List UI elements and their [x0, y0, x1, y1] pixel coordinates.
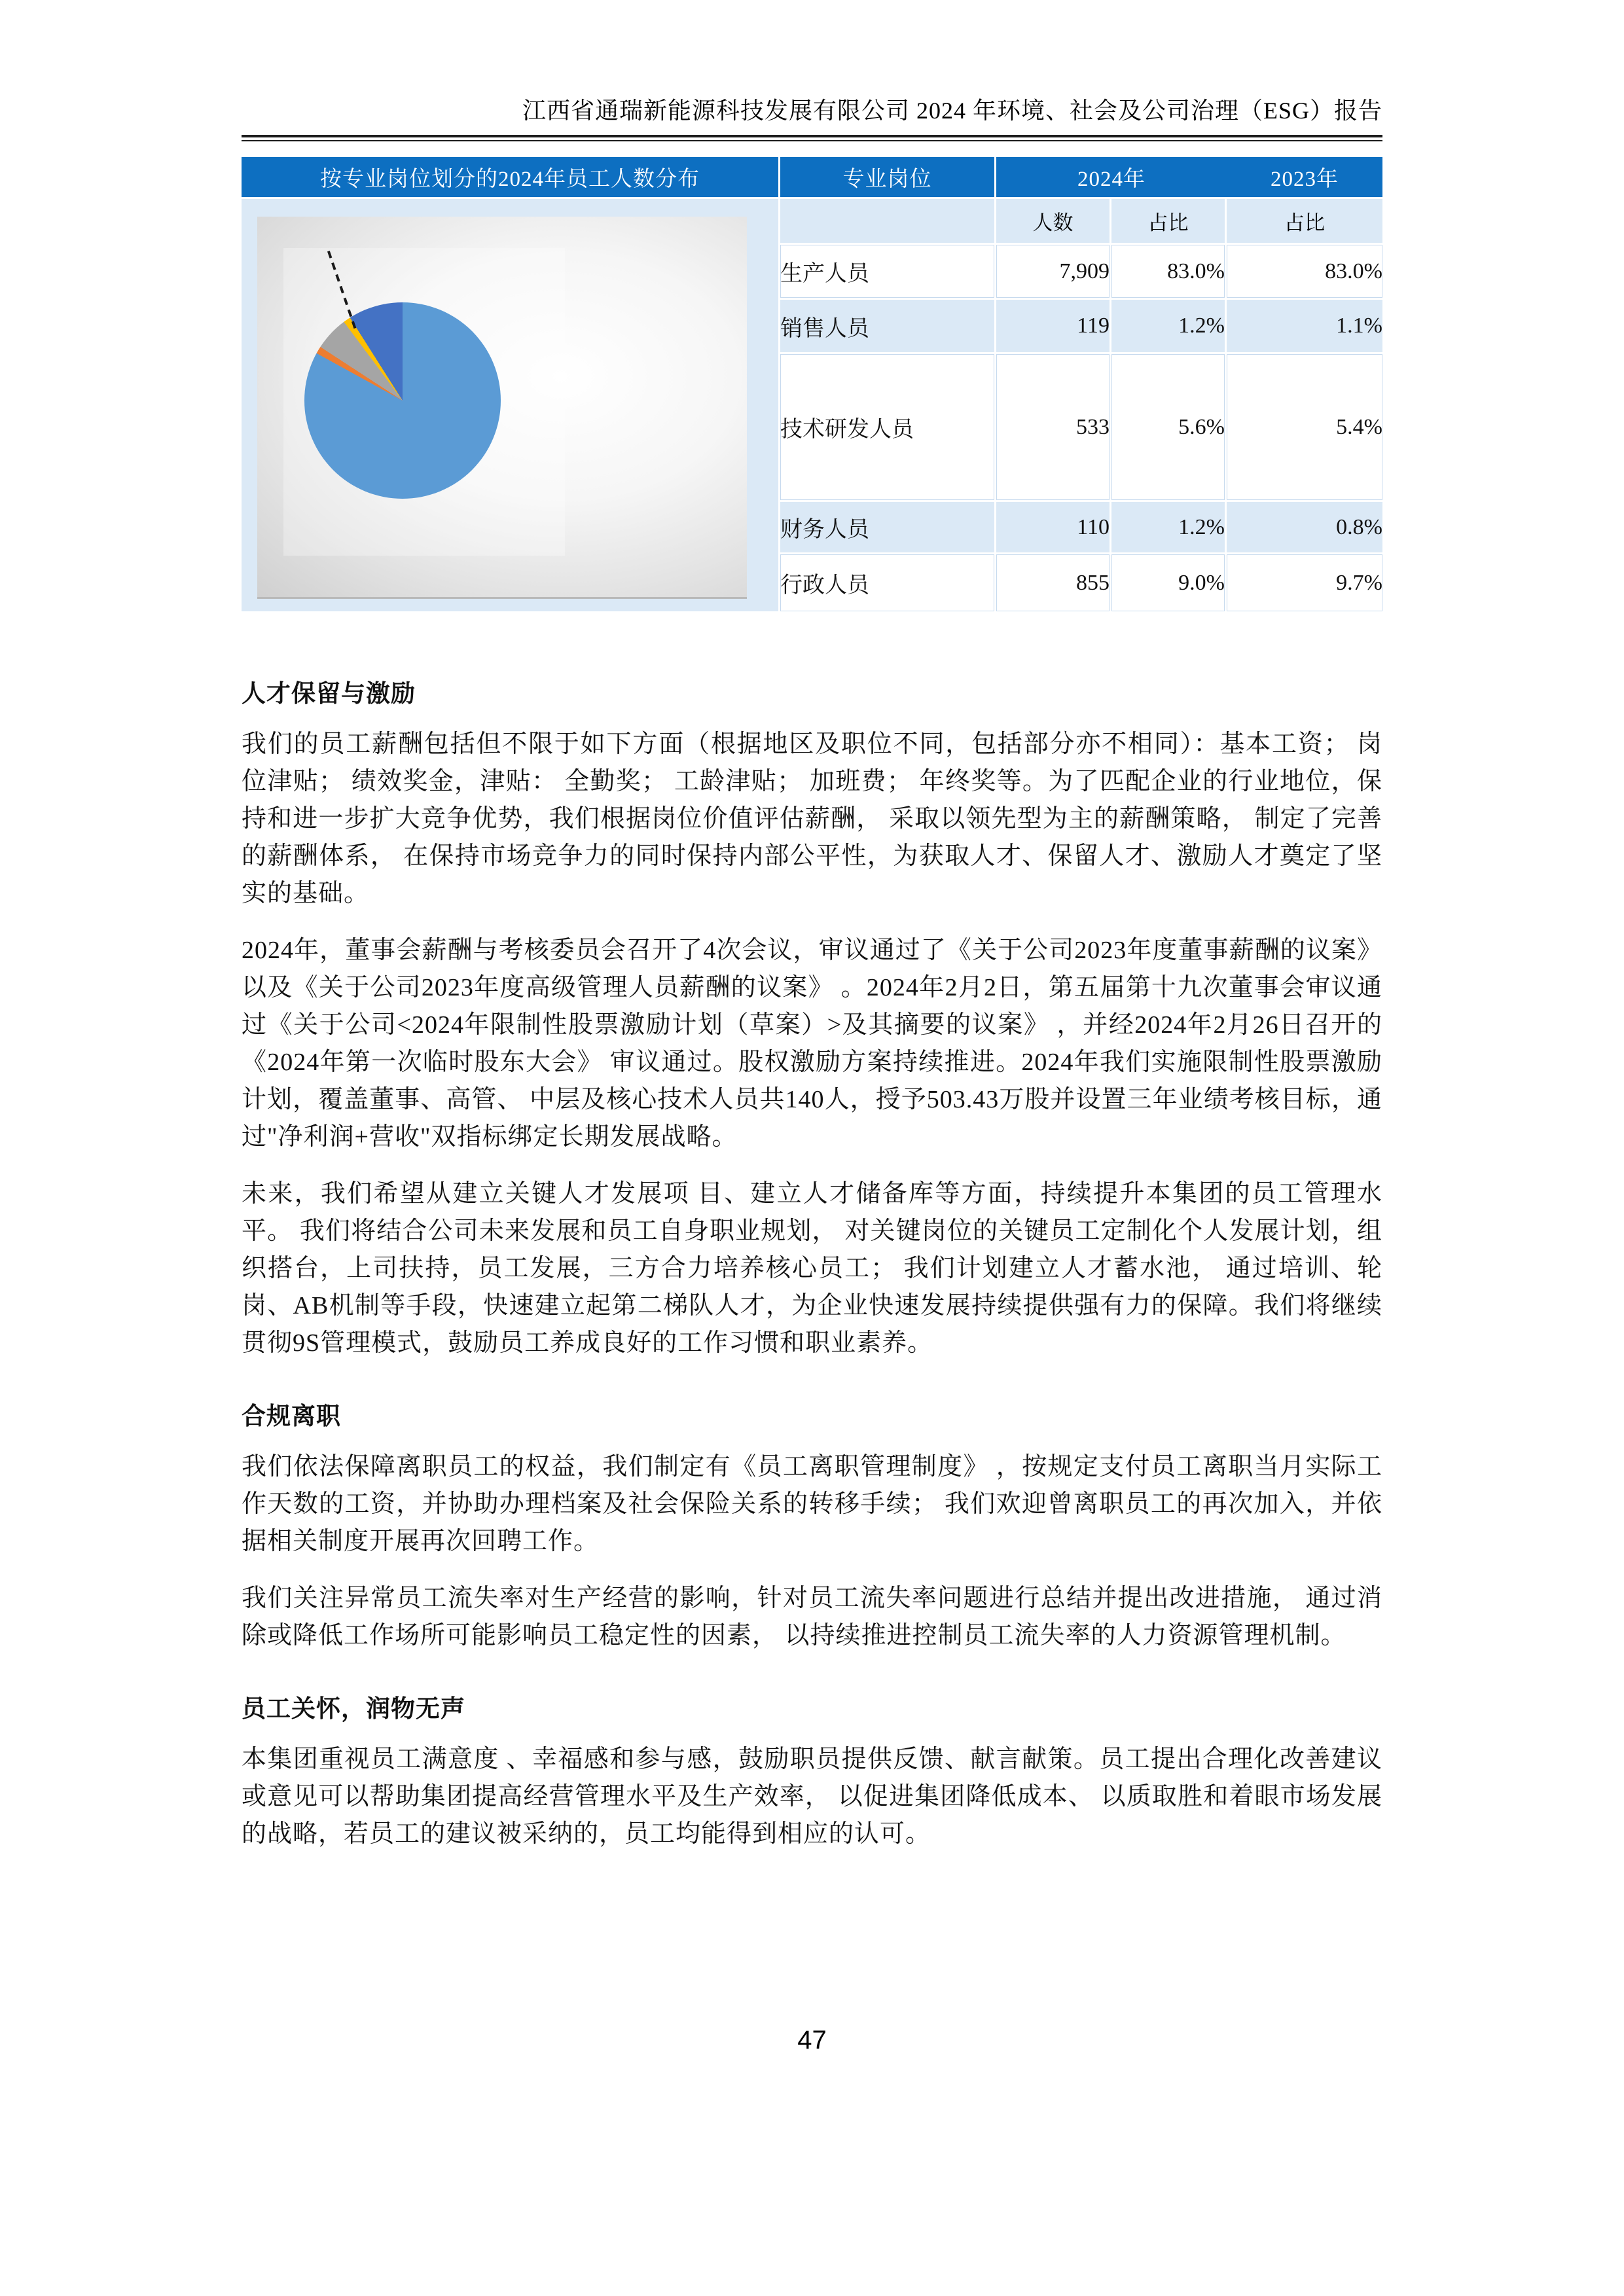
- cell-count: 7,909: [996, 245, 1111, 300]
- pie-chart-image: [257, 217, 747, 599]
- subheader-empty-cell: [780, 199, 996, 245]
- subheader-ratio-2024: 占比: [1111, 199, 1227, 245]
- cell-ratio-2023: 83.0%: [1227, 245, 1382, 300]
- row-label: 销售人员: [780, 300, 996, 354]
- cell-ratio-2023: 9.7%: [1227, 554, 1382, 611]
- cell-count: 533: [996, 354, 1111, 502]
- cell-ratio-2024: 1.2%: [1111, 502, 1227, 554]
- col-header-category: 专业岗位: [780, 157, 996, 199]
- employee-distribution-table: [242, 157, 1382, 611]
- paragraph: 我们关注异常员工流失率对生产经营的影响，针对员工流失率问题进行总结并提出改进措施， 通过消除或降低工作场所可能影响员工稳定性的因素， 以持续推进控制员工流失率的人力资源管理机制。: [242, 1585, 1382, 1649]
- cell-ratio-2024: 1.2%: [1111, 300, 1227, 354]
- data-label-callout-line: [257, 217, 747, 597]
- row-label: 行政人员: [780, 554, 996, 611]
- cell-ratio-2024: 9.0%: [1111, 554, 1227, 611]
- cell-count: 119: [996, 300, 1111, 354]
- table-subheader-row: [242, 199, 1382, 245]
- paragraph: 我们的员工薪酬包括但不限于如下方面（根据地区及职位不同，包括部分亦不相同）：基本工资； 岗位津贴； 绩效奖金，津贴： 全勤奖； 工龄津贴； 加班费； 年终奖等。为了匹配企业的行业地位，保持和进一步扩大竞争优势，我们根据岗位价值评估薪酬， 采取以领先型为主的薪酬策略， 制定了完善的薪酬体系， 在保持市场竞争力的同时保持内部公平性，为获取人才、保留人才、激励人才奠定了坚实的基础。: [242, 730, 1382, 907]
- paragraph: 2024年，董事会薪酬与考核委员会召开了4次会议，审议通过了《关于公司2023年度董事薪酬的议案》 以及《关于公司2023年度高级管理人员薪酬的议案》 。2024年2月2日，第五届第十九次董事会审议通过《关于公司<2024年限制性股票激励计划（草案）>及其摘要的议案》 ，并经2024年2月26日召开的《2024年第一次临时股东大会》 审议通过。股权激励方案持续推进。2024年我们实施限制性股票激励计划，覆盖董事、高管、 中层及核心技术人员共140人，授予503.43万股并设置三年业绩考核目标，通过"净利润+营收"双指标绑定长期发展战略。: [242, 937, 1382, 1151]
- cell-ratio-2024: 83.0%: [1111, 245, 1227, 300]
- col-header-2024: 2024年: [996, 157, 1227, 199]
- cell-ratio-2023: 1.1%: [1227, 300, 1382, 354]
- section-heading: 员工关怀，润物无声: [242, 1696, 465, 1723]
- table-header-row: [242, 157, 1382, 199]
- page-number: 47: [797, 2026, 827, 2054]
- row-label: 技术研发人员: [780, 354, 996, 502]
- document-header: 江西省通瑞新能源科技发展有限公司 2024 年环境、社会及公司治理（ESG）报告: [522, 98, 1382, 124]
- cell-count: 110: [996, 502, 1111, 554]
- cell-ratio-2023: 0.8%: [1227, 502, 1382, 554]
- col-header-2023: 2023年: [1227, 157, 1382, 199]
- chart-title-cell: 按专业岗位划分的2024年员工人数分布: [242, 157, 780, 199]
- cell-count: 855: [996, 554, 1111, 611]
- paragraph: 我们依法保障离职员工的权益，我们制定有《员工离职管理制度》 ，按规定支付员工离职当月实际工作天数的工资，并协助办理档案及社会保险关系的转移手续； 我们欢迎曾离职员工的再次加入，并依据相关制度开展再次回聘工作。: [242, 1453, 1382, 1555]
- paragraph: 本集团重视员工满意度 、幸福感和参与感，鼓励职员提供反馈、献言献策。员工提出合理化改善建议或意见可以帮助集团提高经营管理水平及生产效率， 以促进集团降低成本、 以质取胜和着眼市场发展的战略，若员工的建议被采纳的，员工均能得到相应的认可。: [242, 1746, 1382, 1848]
- header-divider-rule: [242, 135, 1382, 141]
- section-heading: 合规离职: [242, 1403, 341, 1430]
- cell-ratio-2023: 5.4%: [1227, 354, 1382, 502]
- chart-cell: [242, 199, 780, 611]
- cell-ratio-2024: 5.6%: [1111, 354, 1227, 502]
- subheader-count: 人数: [996, 199, 1111, 245]
- section-heading: 人才保留与激励: [242, 681, 416, 708]
- row-label: 财务人员: [780, 502, 996, 554]
- paragraph: 未来，我们希望从建立关键人才发展项 目、建立人才储备库等方面，持续提升本集团的员工管理水平。 我们将结合公司未来发展和员工自身职业规划， 对关键岗位的关键员工定制化个人发展计划，组织搭台，上司扶持，员工发展，三方合力培养核心员工； 我们计划建立人才蓄水池， 通过培训、轮岗、AB机制等手段，快速建立起第二梯队人才，为企业快速发展持续提供强有力的保障。我们将继续贯彻9S管理模式，鼓励员工养成良好的工作习惯和职业素养。: [242, 1180, 1382, 1357]
- subheader-ratio-2023: 占比: [1227, 199, 1382, 245]
- row-label: 生产人员: [780, 245, 996, 300]
